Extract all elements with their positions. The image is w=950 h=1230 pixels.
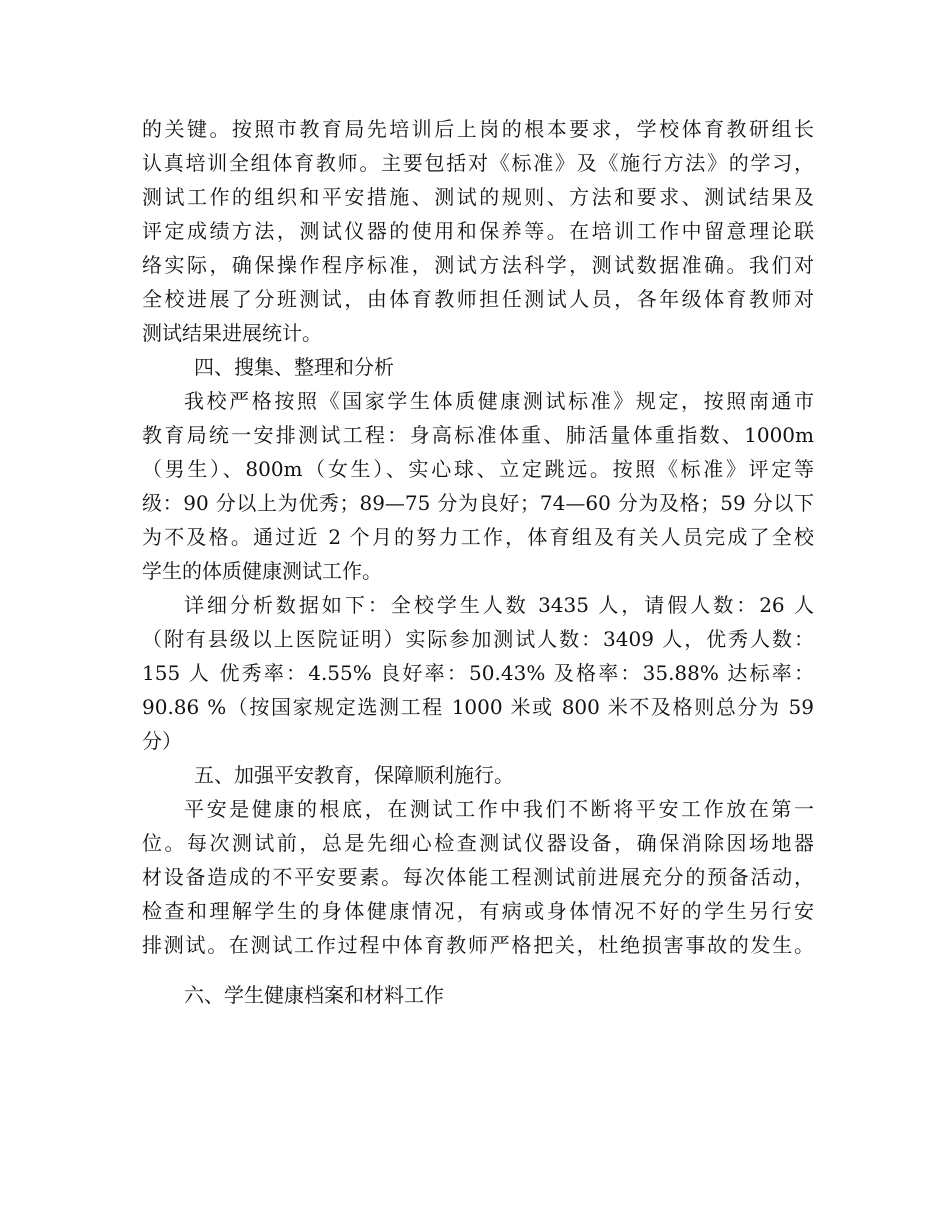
paragraph-line: 测试工作的组织和平安措施、测试的规则、方法和要求、测试结果及 (142, 185, 814, 209)
paragraph-line: （男生）、800m（女生）、实心球、立定跳远。按照《标准》评定等 (142, 457, 814, 481)
paragraph-line: 检查和理解学生的身体健康情况，有病或身体情况不好的学生另行安 (142, 899, 814, 923)
data-summary-line: 详细分析数据如下：全校学生人数 3435 人，请假人数：26 人 (184, 593, 814, 617)
paragraph-line: 教育局统一安排测试工程：身高标准体重、肺活量体重指数、1000m (142, 423, 814, 447)
paragraph-line: 学生的体质健康测试工作。 (142, 559, 382, 583)
paragraph-line: 平安是健康的根底，在测试工作中我们不断将平安工作放在第一 (184, 797, 814, 821)
paragraph-line: 评定成绩方法，测试仪器的使用和保养等。在培训工作中留意理论联 (142, 219, 814, 243)
paragraph-line: 为不及格。通过近 2 个月的努力工作，体育组及有关人员完成了全校 (142, 525, 814, 549)
section-heading-4: 四、搜集、整理和分析 (194, 355, 394, 379)
paragraph-line: 测试结果进展统计。 (142, 321, 322, 345)
paragraph-line: 认真培训全组体育教师。主要包括对《标准》及《施行方法》的学习， (142, 151, 814, 175)
paragraph-line: 全校进展了分班测试，由体育教师担任测试人员，各年级体育教师对 (142, 287, 814, 311)
data-summary-line: 90.86 %（按国家规定选测工程 1000 米或 800 米不及格则总分为 59 (142, 695, 814, 719)
data-summary-line: 分） (142, 729, 182, 753)
paragraph-line: 位。每次测试前，总是先细心检查测试仪器设备，确保消除因场地器 (142, 831, 814, 855)
paragraph-line: 材设备造成的不平安要素。每次体能工程测试前进展充分的预备活动， (142, 865, 814, 889)
section-heading-5: 五、加强平安教育，保障顺利施行。 (194, 763, 514, 787)
section-heading-6: 六、学生健康档案和材料工作 (184, 983, 444, 1007)
data-summary-line: 155 人 优秀率：4.55% 良好率：50.43% 及格率：35.88% 达标率： (142, 661, 814, 685)
paragraph-line: 的关键。按照市教育局先培训后上岗的根本要求，学校体育教研组长 (142, 117, 814, 141)
data-summary-line: （附有县级以上医院证明）实际参加测试人数：3409 人，优秀人数： (142, 627, 814, 651)
paragraph-line: 级：90 分以上为优秀；89—75 分为良好；74—60 分为及格；59 分以下 (142, 491, 814, 515)
paragraph-line: 我校严格按照《国家学生体质健康测试标准》规定，按照南通市 (184, 389, 814, 413)
paragraph-line: 排测试。在测试工作过程中体育教师严格把关，杜绝损害事故的发生。 (142, 933, 814, 957)
paragraph-line: 络实际，确保操作程序标准，测试方法科学，测试数据准确。我们对 (142, 253, 814, 277)
